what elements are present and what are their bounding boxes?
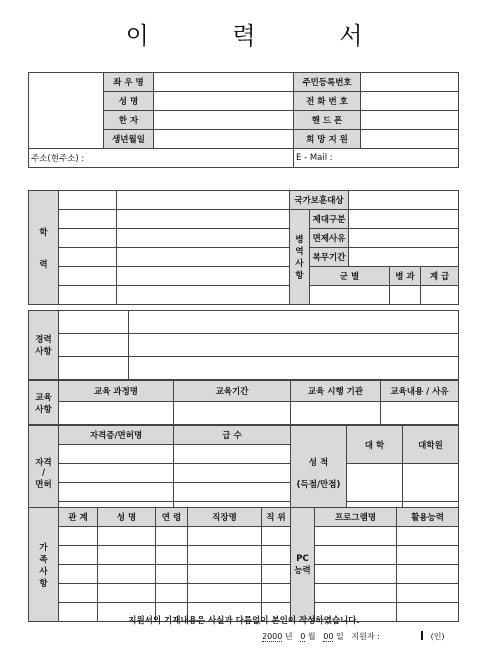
discharge-label: 제대구분	[310, 210, 349, 229]
resident-number-field[interactable]	[361, 73, 459, 92]
family-section-label: 가 족 사 항	[29, 508, 59, 622]
license-name-field[interactable]	[59, 464, 174, 483]
career-cell[interactable]	[129, 311, 459, 334]
branch-label: 군 별	[310, 267, 390, 286]
family-cell[interactable]	[188, 584, 262, 603]
career-cell[interactable]	[129, 334, 459, 357]
pc-cell[interactable]	[397, 527, 459, 546]
license-grade-field[interactable]	[174, 483, 291, 502]
family-table	[28, 507, 459, 622]
day-unit: 일	[336, 632, 344, 641]
email-label: E - Mail :	[296, 153, 333, 163]
position-header: 직 위	[262, 508, 291, 527]
course-org-header: 교육 시행 기관	[291, 381, 381, 402]
family-cell[interactable]	[98, 565, 156, 584]
desired-position-label: 희 망 지 원	[294, 130, 361, 149]
education-cell[interactable]	[59, 248, 117, 267]
course-content-header: 교육내용 / 사유	[381, 381, 459, 402]
family-cell[interactable]	[156, 565, 188, 584]
hanja-label: 한 자	[104, 111, 154, 130]
course-org-field[interactable]	[291, 402, 381, 425]
family-cell[interactable]	[98, 527, 156, 546]
family-cell[interactable]	[188, 527, 262, 546]
personal-info-table	[28, 72, 459, 168]
family-cell[interactable]	[59, 565, 98, 584]
phone-field[interactable]	[361, 92, 459, 111]
education-section-label: 학 력	[29, 191, 59, 305]
training-section-label: 교육 사항	[29, 381, 59, 425]
education-cell[interactable]	[117, 229, 290, 248]
branch-field[interactable]	[310, 286, 390, 305]
education-cell[interactable]	[59, 210, 117, 229]
exemption-field[interactable]	[349, 229, 459, 248]
family-cell[interactable]	[262, 527, 291, 546]
exemption-label: 면제사유	[310, 229, 349, 248]
family-cell[interactable]	[262, 546, 291, 565]
college-grade-field[interactable]	[347, 464, 403, 502]
rank-field[interactable]	[421, 286, 459, 305]
veteran-label: 국가보훈대상	[290, 191, 349, 210]
pc-cell[interactable]	[397, 584, 459, 603]
motto-label: 좌 우 명	[104, 73, 154, 92]
course-name-header: 교육 과정명	[59, 381, 174, 402]
skill-level-header: 활용능력	[397, 508, 459, 527]
college-header: 대 학	[347, 426, 403, 464]
family-cell[interactable]	[98, 584, 156, 603]
signature-line	[262, 631, 445, 642]
month-value[interactable]: 0	[300, 632, 306, 641]
seal-mark: (인)	[430, 632, 445, 641]
workplace-header: 직장명	[188, 508, 262, 527]
pc-cell[interactable]	[315, 565, 397, 584]
month-unit: 월	[307, 632, 316, 641]
career-cell[interactable]	[59, 334, 129, 357]
service-period-label: 복무기간	[310, 248, 349, 267]
education-cell[interactable]	[59, 191, 117, 210]
pc-cell[interactable]	[315, 527, 397, 546]
arm-field[interactable]	[390, 286, 421, 305]
graduate-grade-field[interactable]	[403, 464, 459, 502]
license-section-label: 자격 / 면허	[29, 426, 59, 521]
year-unit: 년	[284, 632, 293, 641]
statement-text: 지원서의 기재내용은 사실과 다름없이 본인이 작성하였습니다.	[128, 616, 360, 626]
age-header: 연 령	[156, 508, 188, 527]
course-content-field[interactable]	[381, 402, 459, 425]
motto-field[interactable]	[154, 73, 294, 92]
graduate-header: 대학원	[403, 426, 459, 464]
pc-skills-label: PC 능력	[291, 508, 315, 622]
program-header: 프로그램명	[315, 508, 397, 527]
service-period-field[interactable]	[349, 248, 459, 267]
resident-number-label: 주민등록번호	[294, 73, 361, 92]
military-section-label: 병 역 사 항	[290, 210, 310, 305]
address-label: 주소(현주소) :	[31, 154, 85, 164]
veteran-field[interactable]	[349, 191, 459, 210]
relation-header: 관 계	[59, 508, 98, 527]
license-grade-field[interactable]	[174, 464, 291, 483]
family-cell[interactable]	[156, 546, 188, 565]
photo-box[interactable]	[29, 73, 104, 149]
course-name-field[interactable]	[59, 402, 174, 425]
education-military-table	[28, 190, 459, 305]
education-cell[interactable]	[59, 267, 117, 286]
education-cell[interactable]	[117, 267, 290, 286]
education-cell[interactable]	[117, 191, 290, 210]
rank-label: 계 급	[421, 267, 459, 286]
course-period-field[interactable]	[174, 402, 291, 425]
address-field[interactable]	[29, 149, 294, 168]
pc-cell[interactable]	[397, 565, 459, 584]
mobile-field[interactable]	[361, 111, 459, 130]
career-table	[28, 310, 459, 380]
family-cell[interactable]	[98, 546, 156, 565]
year-value[interactable]: 2000	[262, 632, 283, 641]
day-value[interactable]: 00	[323, 632, 334, 641]
family-cell[interactable]	[188, 546, 262, 565]
family-cell[interactable]	[59, 584, 98, 603]
grades-label: 성 적 (득점/만점)	[291, 426, 347, 521]
education-cell[interactable]	[117, 248, 290, 267]
arm-label: 병 과	[390, 267, 421, 286]
education-cell[interactable]	[59, 229, 117, 248]
cursor-bar	[421, 631, 423, 640]
career-cell[interactable]	[59, 357, 129, 380]
license-name-header: 자격증/면허명	[59, 426, 174, 445]
birthdate-field[interactable]	[154, 130, 294, 149]
family-cell[interactable]	[156, 584, 188, 603]
license-name-field[interactable]	[59, 445, 174, 464]
license-grade-header: 급 수	[174, 426, 291, 445]
family-cell[interactable]	[262, 565, 291, 584]
name-field[interactable]	[154, 92, 294, 111]
training-table	[28, 380, 459, 425]
career-cell[interactable]	[59, 311, 129, 334]
family-cell[interactable]	[59, 546, 98, 565]
career-section-label: 경력 사항	[29, 311, 59, 380]
birthdate-label: 생년월일	[104, 130, 154, 149]
course-period-header: 교육기간	[174, 381, 291, 402]
pc-cell[interactable]	[315, 546, 397, 565]
name-label: 성 명	[104, 92, 154, 111]
applicant-label: 지원자 :	[351, 632, 380, 641]
license-name-field[interactable]	[59, 483, 174, 502]
license-grade-field[interactable]	[174, 445, 291, 464]
family-cell[interactable]	[188, 565, 262, 584]
desired-position-field[interactable]	[361, 130, 459, 149]
career-cell[interactable]	[129, 357, 459, 380]
hanja-field[interactable]	[154, 111, 294, 130]
family-cell[interactable]	[156, 527, 188, 546]
mobile-label: 핸 드 폰	[294, 111, 361, 130]
family-cell[interactable]	[59, 527, 98, 546]
document-title: 이 력 서	[125, 22, 401, 50]
phone-label: 전 화 번 호	[294, 92, 361, 111]
pc-cell[interactable]	[315, 584, 397, 603]
pc-cell[interactable]	[397, 546, 459, 565]
email-field[interactable]	[294, 149, 459, 168]
family-name-header: 성 명	[98, 508, 156, 527]
education-cell[interactable]	[117, 210, 290, 229]
family-cell[interactable]	[262, 584, 291, 603]
education-cell[interactable]	[117, 286, 290, 305]
discharge-field[interactable]	[349, 210, 459, 229]
education-cell[interactable]	[59, 286, 117, 305]
